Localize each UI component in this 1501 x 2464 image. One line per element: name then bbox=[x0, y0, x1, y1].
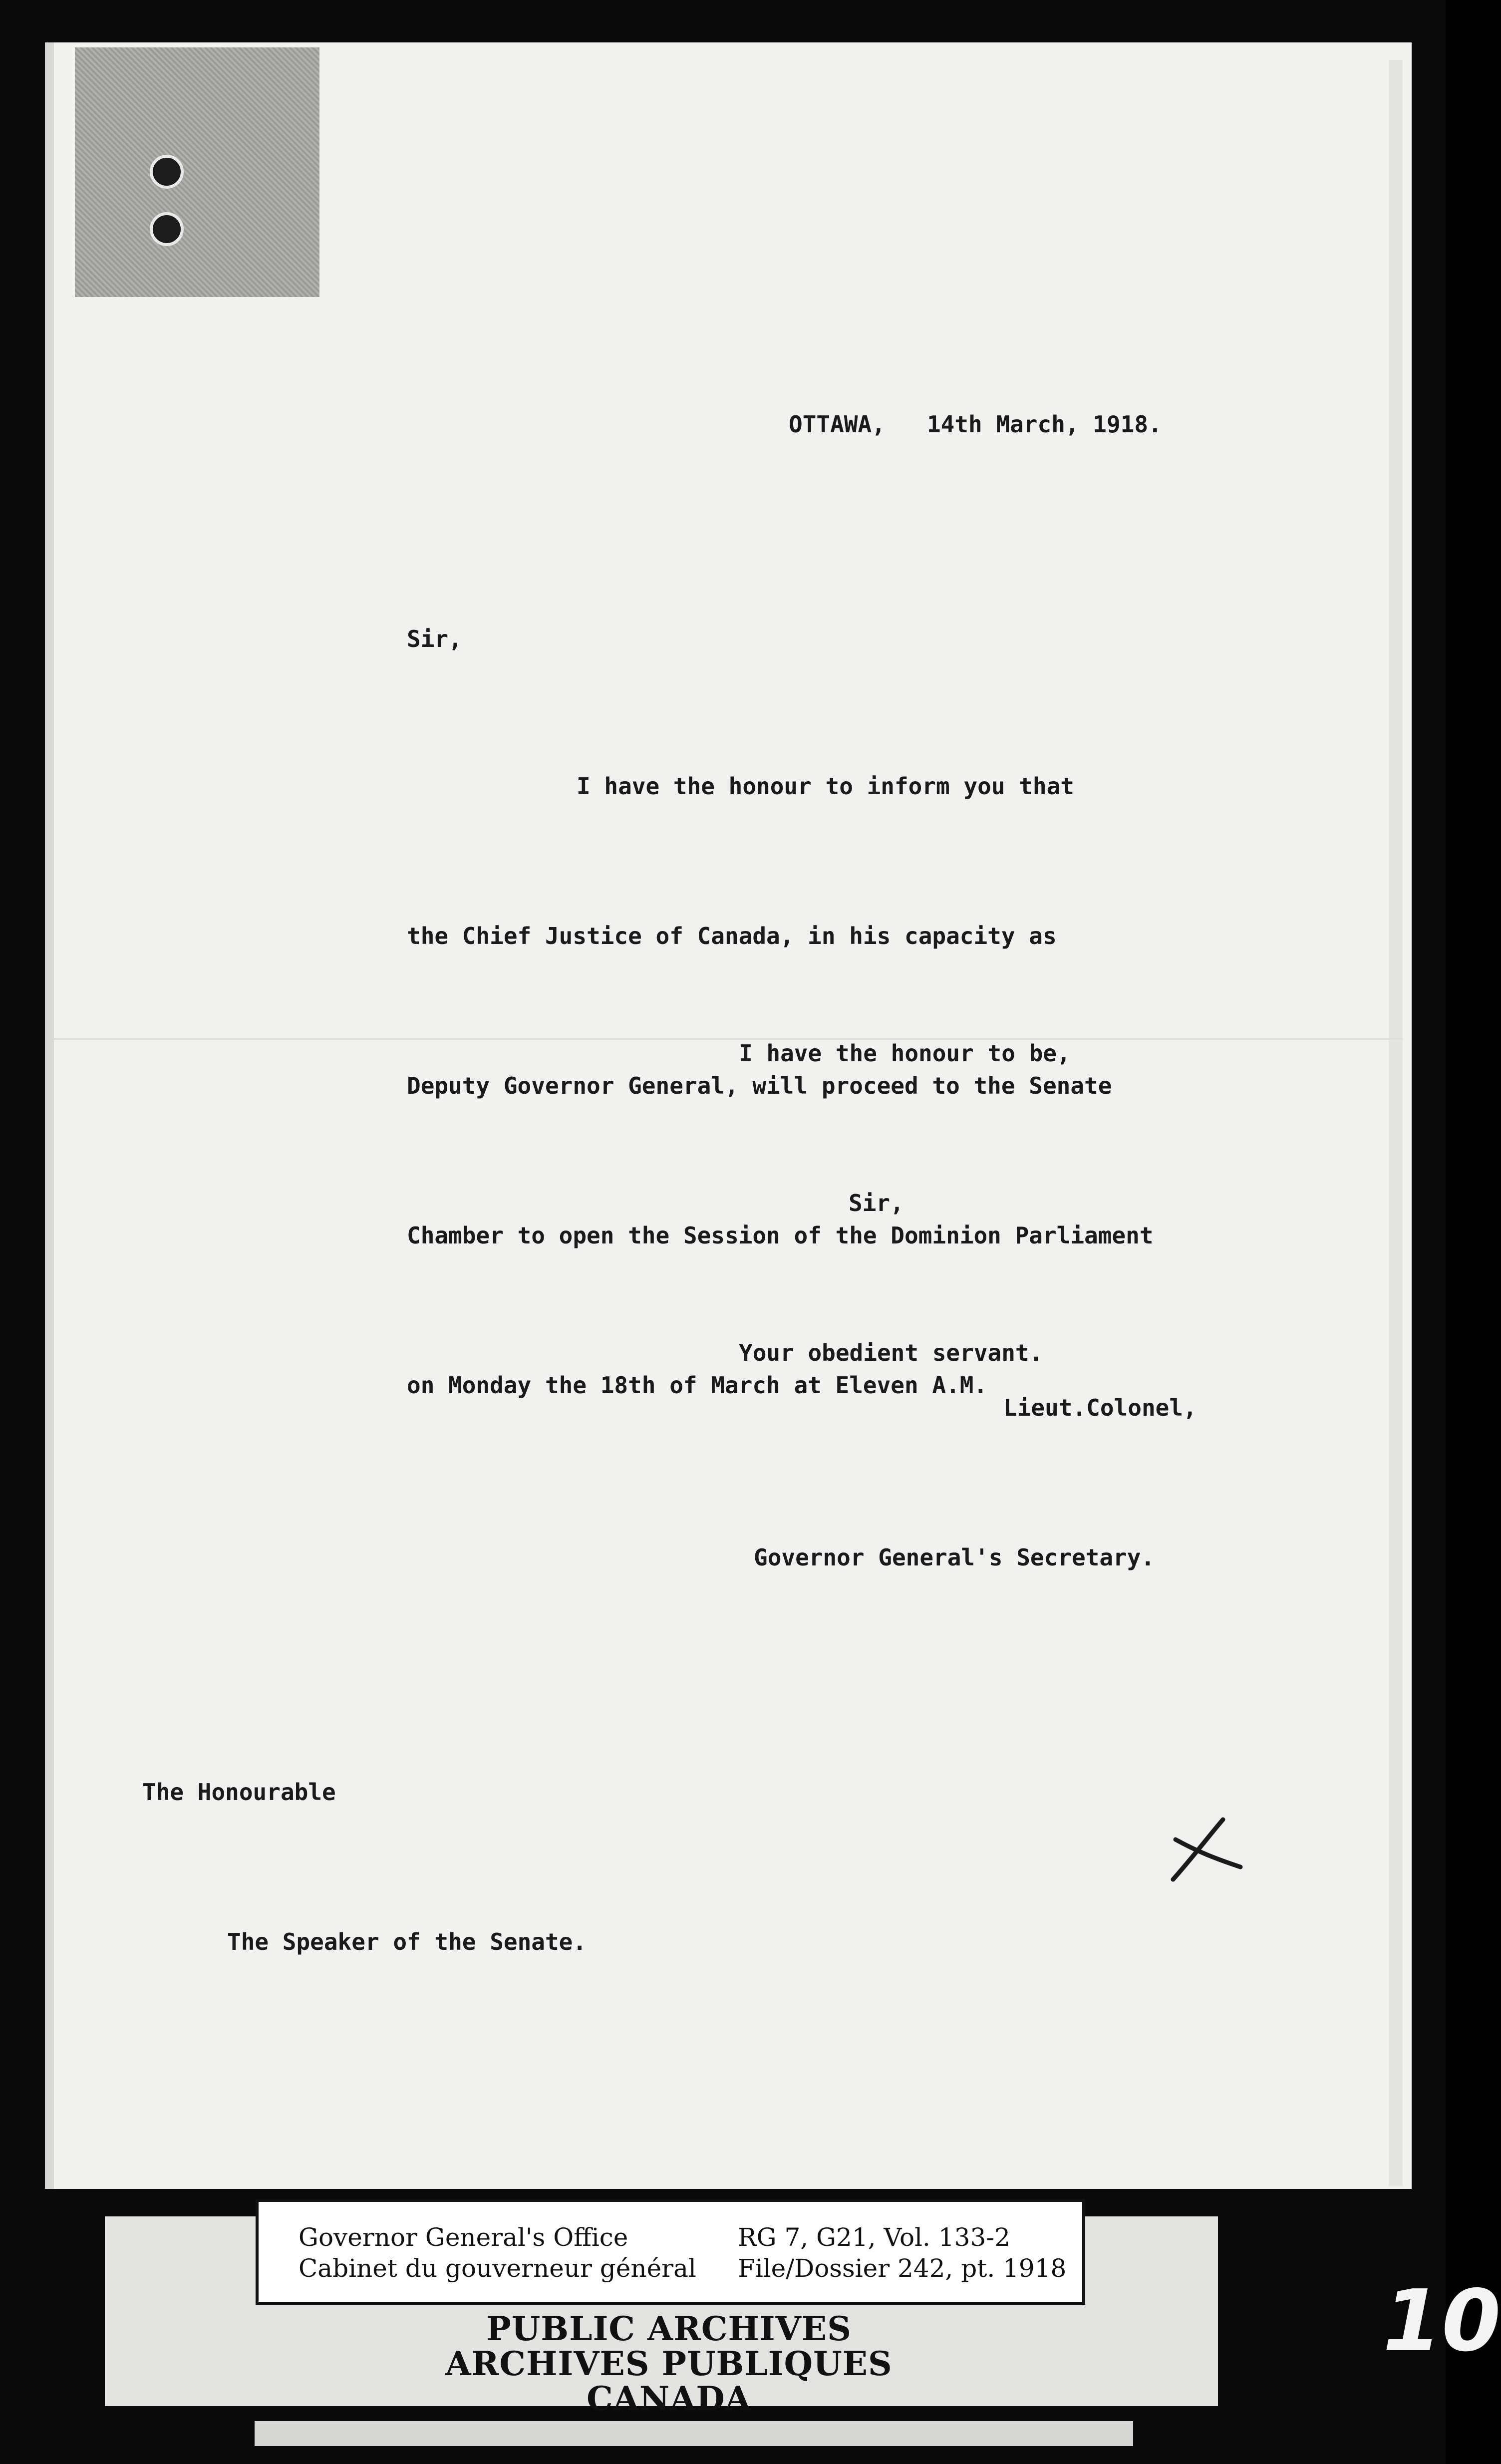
body-line: the Chief Justice of Canada, in his capacity as bbox=[407, 923, 1057, 949]
dateline: OTTAWA, 14th March, 1918. bbox=[789, 411, 1162, 438]
punch-hole bbox=[150, 212, 184, 246]
closing-line: I have the honour to be, bbox=[739, 1040, 1071, 1067]
signature-rank: Lieut.Colonel, bbox=[1003, 1394, 1197, 1421]
salutation: Sir, bbox=[407, 625, 462, 652]
addressee-line: The Speaker of the Senate. bbox=[227, 1928, 587, 1955]
file-number: File/Dossier 242, pt. 1918 bbox=[738, 2254, 1067, 2283]
body-line: Deputy Governor General, will proceed to the Senate bbox=[407, 1072, 1112, 1099]
body-line: Chamber to open the Session of the Dominion Parliament bbox=[407, 1222, 1154, 1249]
archives-line: CANADA bbox=[587, 2379, 751, 2418]
handwritten-x-mark bbox=[1168, 1817, 1243, 1882]
addressee-line: The Honourable bbox=[142, 1779, 336, 1806]
archive-reference-label bbox=[256, 2199, 1085, 2305]
label-office bbox=[299, 2222, 696, 2284]
body-line: on Monday the 18th of March at Eleven A.M. bbox=[407, 1372, 988, 1399]
page-edge bbox=[1389, 60, 1403, 2186]
archives-line: PUBLIC ARCHIVES bbox=[486, 2309, 852, 2348]
record-group: RG 7, G21, Vol. 133-2 bbox=[738, 2223, 1010, 2252]
signature-block bbox=[754, 1283, 1197, 1632]
office-french: Cabinet du gouverneur général bbox=[299, 2254, 696, 2283]
closing-line: Sir, bbox=[849, 1190, 904, 1217]
frame-number: 10 bbox=[1383, 2272, 1501, 2371]
body-line: I have the honour to inform you that bbox=[577, 773, 1074, 800]
punch-hole bbox=[150, 155, 184, 189]
binding-tab bbox=[75, 47, 319, 297]
film-bottom-strip bbox=[255, 2421, 1133, 2446]
addressee-block bbox=[142, 1667, 587, 2017]
label-reference bbox=[738, 2222, 1066, 2284]
closing-line: Your obedient servant. bbox=[739, 1339, 1043, 1366]
archives-line: ARCHIVES PUBLIQUES bbox=[445, 2344, 893, 2383]
archives-stamp bbox=[270, 2311, 1068, 2416]
signature-title: Governor General's Secretary. bbox=[754, 1544, 1155, 1571]
office-english: Governor General's Office bbox=[299, 2223, 628, 2252]
